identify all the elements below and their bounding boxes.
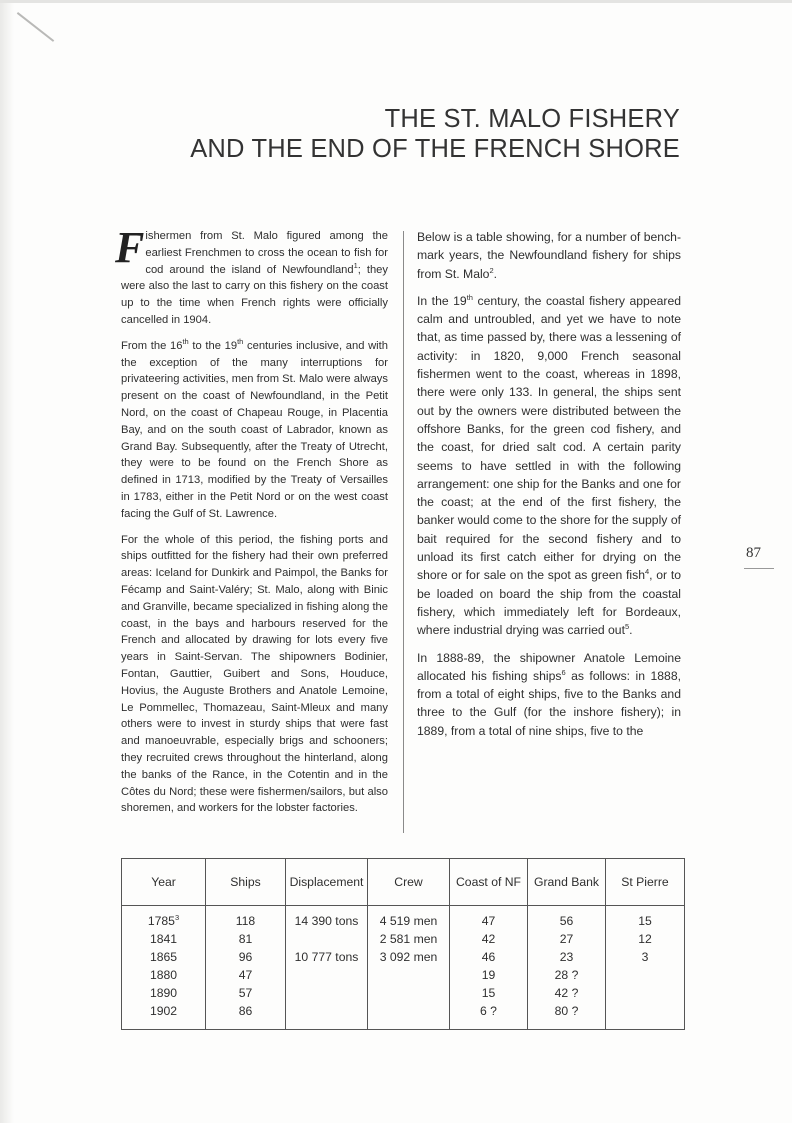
table-row	[122, 906, 685, 931]
paragraph-table-intro: Below is a table showing, for a number of bench-mark years, the Newfoundland fishery for ships from St. Malo$^2$.	[417, 230, 681, 281]
cell-displacement: 10 777 tons	[286, 948, 368, 966]
cell-st-pierre	[606, 1002, 685, 1020]
footnote-ref: 6	[561, 667, 566, 677]
cell-ships: 47	[206, 966, 286, 984]
table-row	[122, 1002, 685, 1020]
cell-crew: 4 519 men	[368, 906, 450, 931]
cell-year: 1880	[122, 966, 206, 984]
cell-st-pierre	[606, 966, 685, 984]
fishery-table	[121, 858, 685, 1030]
paragraph-19th-century: In the 19th century, the coastal fishery appeared calm and untroubled, and yet we have to note that, as time passed by, there was a lessening of activity: in 1820, 9,000 French seasonal fishermen went to the coast, whereas in 1898, there were only 133. In general, the ships sent out by the owners were distributed between the offshore Banks, for the green cod fishery, and the coast, for dried salt cod. A certain parity seems to have settled in with the following arrangement: one ship for the Banks and one for the coast; at the end of the first fishery, the banker would come to the shore for the supply of bait required for the second fishery and to unload its first catch either for drying on the shore or for sale on the spot as green fish$^4$, or to be loaded on board the ship from the coastal fishery, which immediately left for Bordeaux, where industrial drying was carried out$^5$.	[417, 292, 682, 638]
cell-coast: 47	[450, 906, 528, 931]
scan-corner-mark	[17, 12, 54, 42]
cell-st-pierre: 12	[606, 930, 685, 948]
scan-shadow-top	[0, 0, 792, 3]
cell-st-pierre	[606, 984, 685, 1002]
cell-ships: 96	[206, 948, 286, 966]
cell-coast: 6 ?	[450, 1002, 528, 1020]
column-divider	[403, 231, 404, 833]
cell-ships: 118	[206, 906, 286, 931]
cell-crew	[368, 966, 450, 984]
title-line-1: THE ST. MALO FISHERY	[384, 105, 680, 133]
footnote-ref: 2	[489, 265, 494, 275]
cell-grand-bank: 27	[528, 930, 606, 948]
footnote-ref: 4	[644, 567, 650, 577]
cell-displacement	[286, 1002, 368, 1020]
cell-grand-bank: 28 ?	[528, 966, 606, 984]
paragraph-intro: Fishermen from St. Malo figured among the earliest Frenchmen to cross the ocean to fish for cod around the island of Newfoundland$^1$; they were also the last to carry on this fishery on the coast up to the time when French rights were officially cancelled in 1904.	[115, 223, 388, 326]
footnote-ref: 5	[624, 622, 630, 632]
cell-displacement	[286, 966, 368, 984]
cell-ships: 86	[206, 1002, 286, 1020]
column-header-crew: Crew	[368, 859, 450, 906]
cell-grand-bank: 23	[528, 948, 606, 966]
cell-displacement: 14 390 tons	[286, 906, 368, 931]
page-title	[190, 104, 680, 164]
column-header-grand-bank: Grand Bank	[528, 859, 606, 906]
cell-year: 1785$^3$	[122, 906, 206, 931]
cell-crew: 2 581 men	[368, 930, 450, 948]
cell-year: 1902	[122, 1002, 206, 1020]
cell-displacement	[286, 984, 368, 1002]
cell-crew: 3 092 men	[368, 948, 450, 966]
column-header-year: Year	[122, 859, 206, 906]
cell-ships: 81	[206, 930, 286, 948]
cell-ships: 57	[206, 984, 286, 1002]
cell-grand-bank: 56	[528, 906, 606, 931]
column-header-displacement: Displacement	[286, 859, 368, 906]
column-header-st-pierre: St Pierre	[606, 859, 685, 906]
cell-crew	[368, 984, 450, 1002]
page-number-rule	[744, 568, 774, 569]
cell-coast: 15	[450, 984, 528, 1002]
paragraph-lemoine: In 1888-89, the shipowner Anatole Lemoine allocated his fishing ships$^6$ as follows: in 1888, from a total of eight ships, five to the Banks and three to the Gulf (for the inshore fishery); in 1889, from a total of nine ships, five to the	[417, 650, 681, 738]
table-filler-row	[122, 1020, 685, 1030]
table-row	[122, 930, 685, 948]
scan-shadow-edge	[0, 0, 14, 1123]
cell-grand-bank: 42 ?	[528, 984, 606, 1002]
table-row	[122, 948, 685, 966]
drop-cap: F	[115, 223, 145, 272]
column-header-coast-of-nf: Coast of NF	[450, 859, 528, 906]
title-line-2: AND THE END OF THE FRENCH SHORE	[190, 135, 680, 163]
cell-crew	[368, 1002, 450, 1020]
cell-coast: 46	[450, 948, 528, 966]
text-column-left	[115, 223, 388, 826]
table-row	[122, 966, 685, 984]
paragraph-ports: For the whole of this period, the fishing ports and ships outfitted for the fishery had their own preferred areas: Iceland for Dunkirk and Paimpol, the Banks for Fécamp and Saint-Valéry; St. Malo, along with Binic and Granville, became specialized in fishing along the coast, in the bays and harbours reserved for the French and allocated by drawing for lots every five years in Saint-Servan. The shipowners Bodinier, Fontan, Gauttier, Guibert and Sons, Houduce, Hovius, the Auguste Brothers and Anatole Lemoine, Le Pommellec, Thomazeau, Saint-Mleux and many others were to invest in sturdy ships that were fast and manoeuvrable, especially brigs and schooners; they recruited crews throughout the hinterland, along the banks of the Rance, in the Cotentin and in the Côtes du Nord; these were fishermen/sailors, but also shoremen, and workers for the lobster factories.	[121, 533, 388, 815]
paragraph-history: From the 16th to the 19th centuries inclusive, and with the exception of the many interruptions for privateering activities, men from St. Malo were always present on the coast of Newfoundland, in the Petit Nord, on the coast of Chapeau Rouge, in Placentia Bay, and on the south coast of Labrador, known as Grand Bay. Subsequently, after the Treaty of Utrecht, they were to be found on the French Shore as defined in 1713, modified by the Treaty of Versailles in 1783, either in the Petit Nord or on the west coast facing the Gulf of St. Lawrence.	[121, 336, 388, 520]
column-header-ships: Ships	[206, 859, 286, 906]
table-header-row	[122, 859, 685, 906]
cell-year: 1890	[122, 984, 206, 1002]
cell-coast: 19	[450, 966, 528, 984]
cell-st-pierre: 15	[606, 906, 685, 931]
cell-st-pierre: 3	[606, 948, 685, 966]
cell-year: 1841	[122, 930, 206, 948]
page-number: 87	[746, 545, 761, 561]
cell-displacement	[286, 930, 368, 948]
footnote-ref: 1	[353, 260, 358, 270]
cell-year: 1865	[122, 948, 206, 966]
cell-coast: 42	[450, 930, 528, 948]
cell-grand-bank: 80 ?	[528, 1002, 606, 1020]
table-row	[122, 984, 685, 1002]
text-column-right	[417, 228, 681, 749]
footnote-ref: 3	[174, 913, 180, 922]
